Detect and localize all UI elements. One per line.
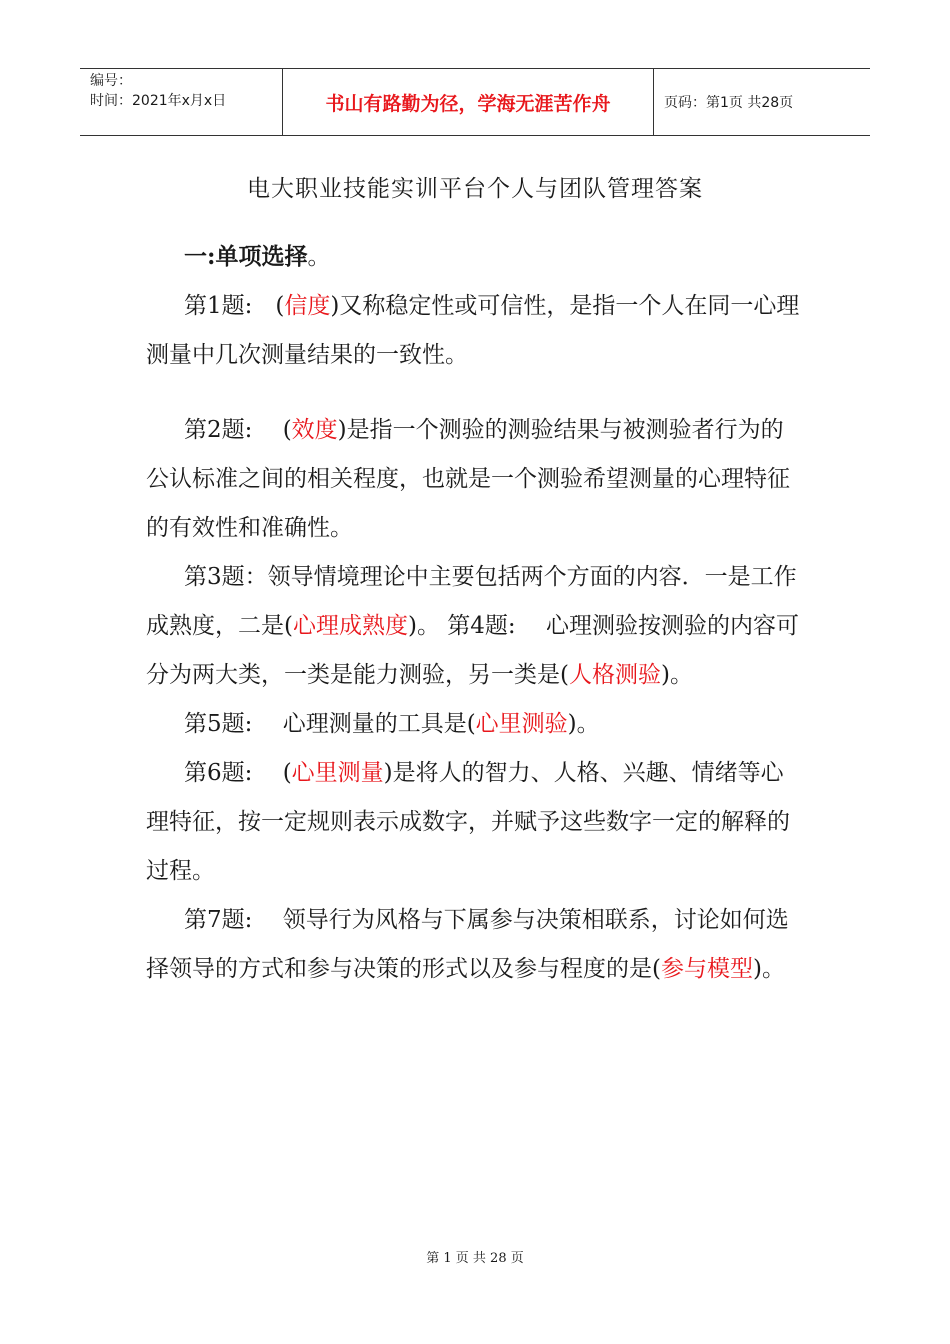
section-heading: 一:单项选择。	[184, 243, 331, 270]
number-label: 编号：	[90, 73, 132, 89]
question-5: 第5题: 心理测量的工具是(心里测验)。	[184, 711, 600, 737]
page-header	[80, 68, 870, 136]
page-footer: 第 1 页 共 28 页	[426, 1251, 524, 1266]
header-motto: 书山有路勤为径，学海无涯苦作舟	[282, 69, 654, 135]
question-3: 第3题：领导情境理论中主要包括两个方面的内容．一是工作成熟度，二是(心理成熟度)。 第4题: 心理测验按测验的内容可分为两大类，一类是能力测验，另一类是(人格测验)。	[146, 564, 799, 688]
answer-3: 心理成熟度	[292, 613, 408, 639]
header-page-info: 页码：第1页 共28页	[664, 95, 794, 111]
answer-1: 信度	[284, 293, 331, 319]
question-1: 第1题: (信度)又称稳定性或可信性，是指一个人在同一心理测量中几次测量结果的一致性。	[146, 293, 800, 368]
answer-7: 参与模型	[660, 956, 753, 982]
document-title: 电大职业技能实训平台个人与团队管理答案	[247, 176, 703, 202]
header-meta	[80, 69, 282, 135]
question-2: 第2题: (效度)是指一个测验的测验结果与被测验者行为的公认标准之间的相关程度，也就是一个测验希望测量的心理特征的有效性和准确性。	[146, 417, 790, 541]
question-7: 第7题: 领导行为风格与下属参与决策相联系，讨论如何选择领导的方式和参与决策的形式以及参与程度的是(参与模型)。	[146, 907, 789, 982]
time-label: 时间：2021年x月x日	[90, 93, 227, 109]
question-6: 第6题: (心里测量)是将人的智力、人格、兴趣、情绪等心理特征，按一定规则表示成数字，并赋予这些数字一定的解释的过程。	[146, 760, 790, 884]
answer-2: 效度	[291, 417, 338, 443]
document-body	[146, 232, 806, 994]
answer-6: 心里测量	[291, 760, 384, 786]
answer-4: 人格测验	[568, 662, 661, 688]
answer-5: 心里测验	[475, 711, 568, 737]
